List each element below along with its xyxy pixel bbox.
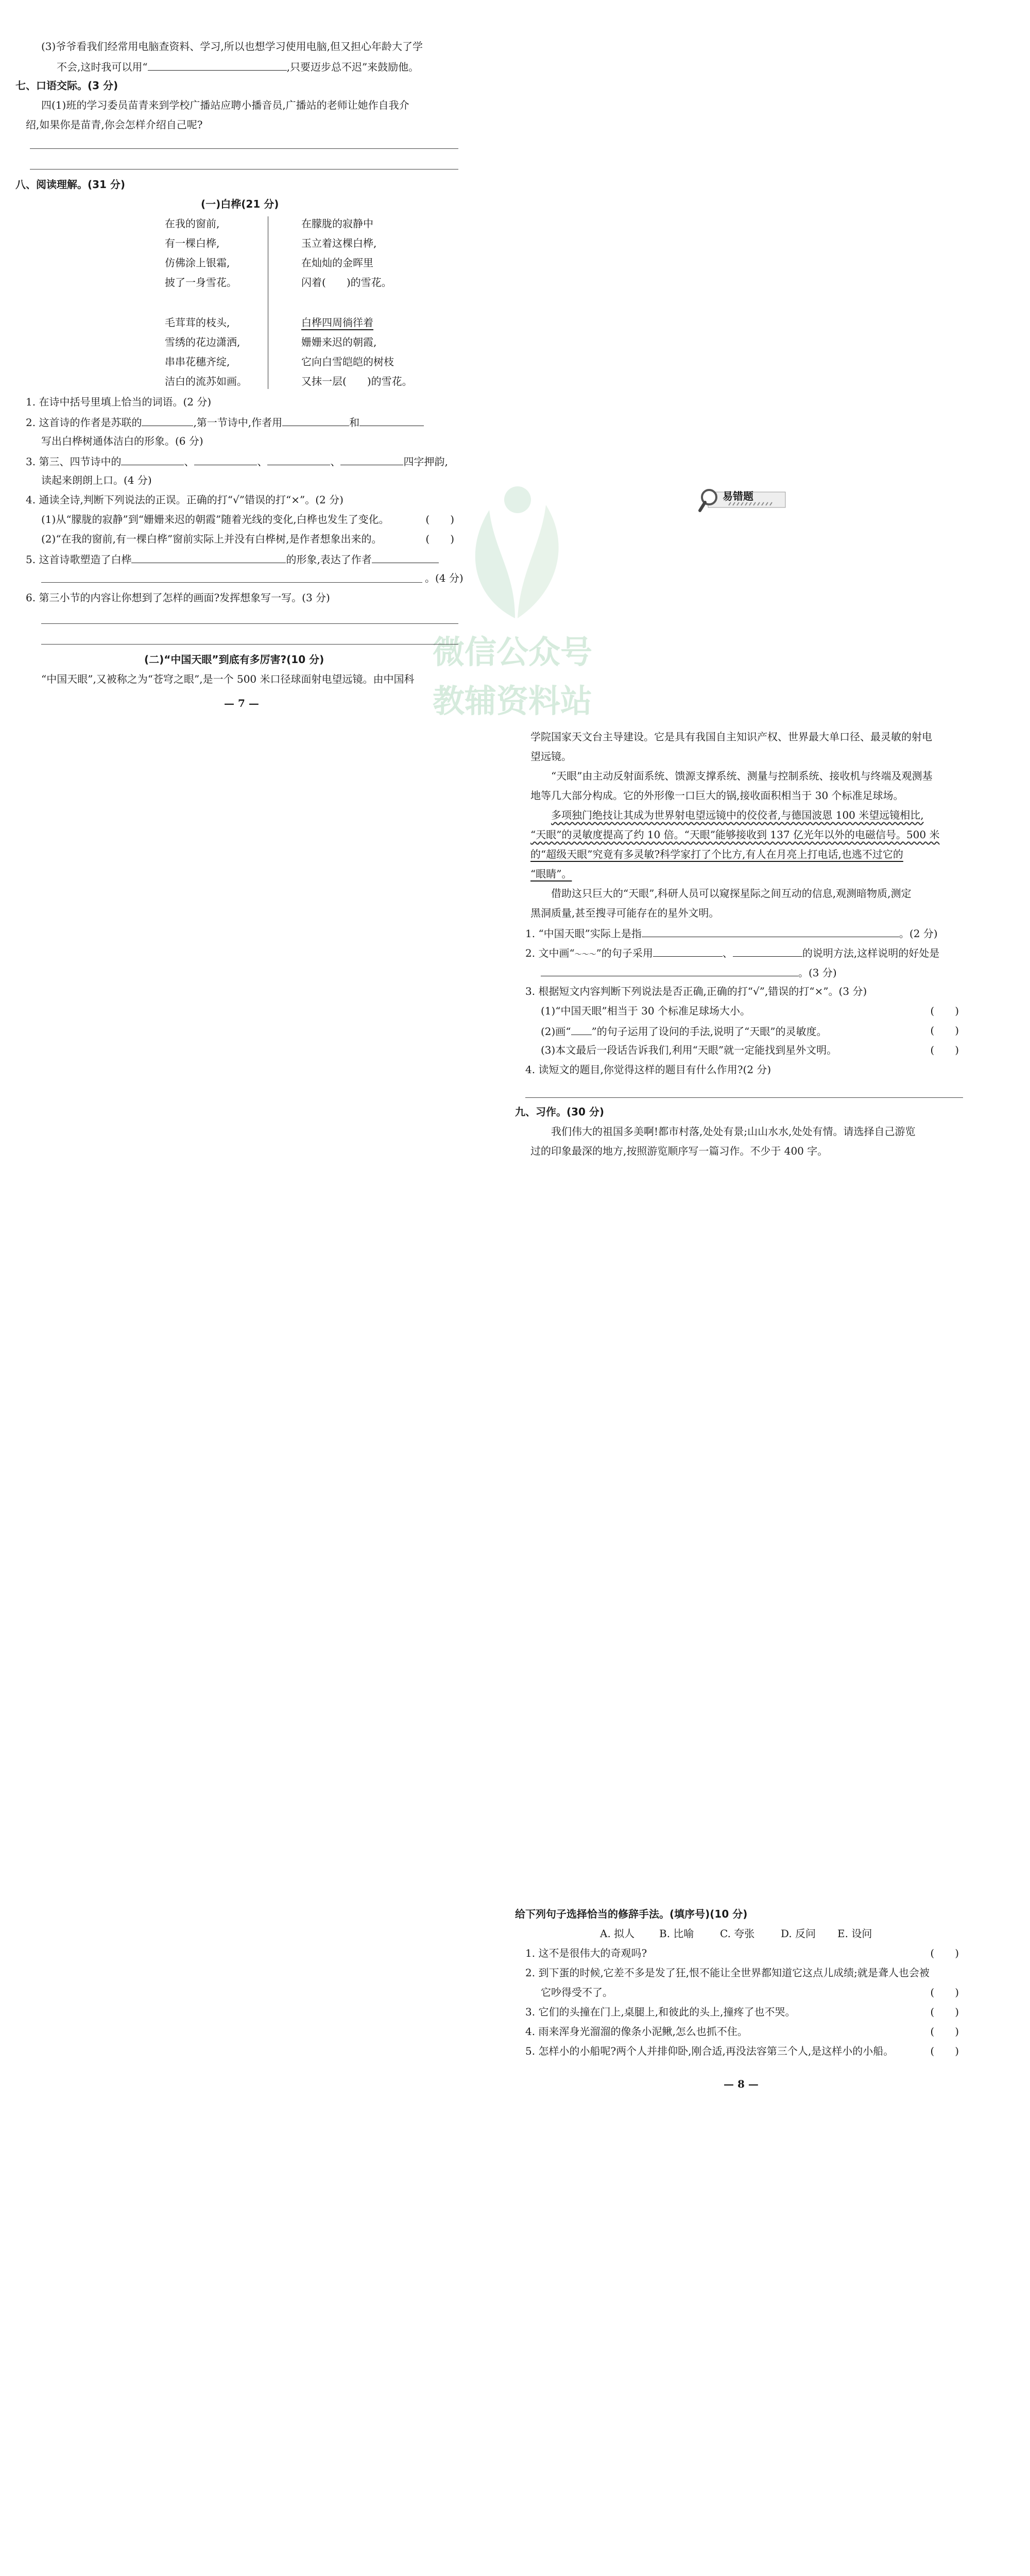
answer-blank[interactable] (340, 455, 403, 465)
answer-blank[interactable] (541, 967, 798, 976)
underline-mark (571, 1025, 592, 1035)
rq3-2-a: (2)画“ (541, 1025, 571, 1038)
answer-blank[interactable] (733, 947, 802, 957)
right-question-3-item-2 (541, 1025, 963, 1037)
poem-fill-b: )的雪花。 (346, 276, 392, 289)
section-7-title: 七、口语交际。(3 分) (15, 79, 118, 92)
wavy-text: 多项独门绝技让其成为世界射电望远镜中的佼佼者,与德国波恩 100 米望远镜相比, (551, 809, 924, 821)
q-line-1: (3)爷爷看我们经常用电脑查资料、学习,所以也想学习使用电脑,但又担心年龄大了学 (41, 40, 423, 53)
passage-2-title: (二)“中国天眼”到底有多厉害?(10 分) (144, 653, 324, 666)
passage-line-wavy (530, 869, 963, 879)
question-4-item-2: (2)“在我的窗前,有一棵白桦”窗前实际上并没有白桦树,是作者想象出来的。 (41, 533, 382, 545)
q2-b: ,第一节诗中,作者用 (193, 416, 283, 429)
answer-paren[interactable]: ( ) (930, 2045, 959, 2057)
left-page (15, 0, 464, 709)
right-page-exercise (515, 1381, 963, 2090)
answer-blank[interactable] (372, 553, 439, 563)
answer-blank[interactable] (194, 455, 257, 465)
answer-paren[interactable]: ( ) (930, 1986, 959, 1998)
rq2-c: 的说明方法,这样说明的好处是 (802, 947, 940, 959)
passage-line: 望远镜。 (530, 750, 572, 762)
answer-blank[interactable] (653, 947, 723, 957)
right-question-3: 3. 根据短文内容判断下列说法是否正确,正确的打“√”,错误的打“×”。(3 分) (525, 985, 867, 997)
q3-a: 3. 第三、四节诗中的 (26, 455, 122, 468)
page-number-left: — 7 — (224, 697, 259, 709)
answer-blank[interactable] (267, 455, 330, 465)
page-number-right: — 8 — (724, 2078, 759, 2090)
poem-fill-a: 闪着( (301, 276, 326, 289)
option-a: A. 拟人 (600, 1927, 635, 1940)
question-2 (26, 416, 458, 428)
poem-line: 披了一身雪花。 (165, 276, 237, 289)
answer-line[interactable] (41, 623, 458, 624)
passage-line: “天眼”由主动反射面系统、馈源支撑系统、测量与控制系统、接收机与终端及观测基 (551, 770, 933, 782)
poem-line: 毛茸茸的枝头, (165, 316, 230, 329)
answer-paren[interactable]: ( ) (930, 1024, 959, 1037)
underlined-text: “眼睛”。 (530, 868, 572, 880)
poem-line: 洁白的流苏如画。 (165, 375, 247, 387)
poem-fill-b: )的雪花。 (367, 375, 413, 387)
answer-blank[interactable] (131, 553, 286, 563)
exercise-title: 给下列句子选择恰当的修辞手法。(填序号)(10 分) (515, 1908, 748, 1920)
exercise-4: 4. 雨来浑身光溜溜的像条小泥鳅,怎么也抓不住。 (525, 2025, 748, 2038)
answer-line[interactable] (525, 1097, 963, 1098)
right-question-3-item-3: (3)本文最后一段话告诉我们,利用“天眼”就一定能找到星外文明。 (541, 1044, 837, 1056)
badge-label: 易错题 (723, 490, 753, 502)
poem-line: 雪绣的花边潇洒, (165, 336, 241, 348)
question-3-cont: 读起来朗朗上口。(4 分) (41, 474, 152, 486)
passage-line: 地等几大部分构成。它的外形像一口巨大的锅,接收面积相当于 30 个标准足球场。 (530, 789, 904, 802)
exercise-5: 5. 怎样小的小船呢?两个人并排仰卧,刚合适,再没法容第三个人,是这样小的小船。 (525, 2045, 894, 2057)
answer-paren[interactable]: ( ) (930, 1947, 959, 1959)
q3-b: 四字押韵, (403, 455, 448, 468)
separator: 、 (257, 455, 268, 468)
passage-line: 学院国家天文台主导建设。它是具有我国自主知识产权、世界最大单口径、最灵敏的射电 (530, 731, 932, 743)
exercise-2-cont: 它吵得受不了。 (541, 1986, 613, 1998)
answer-paren[interactable]: ( ) (930, 1044, 959, 1056)
answer-line[interactable] (30, 148, 458, 149)
poem-line (301, 376, 413, 386)
q-line-2 (57, 61, 458, 72)
answer-blank[interactable] (121, 455, 184, 465)
answer-line[interactable] (41, 582, 422, 583)
right-question-3-item-1: (1)“中国天眼”相当于 30 个标准足球场大小。 (541, 1005, 750, 1017)
q-line-2-b: ,只要迈步总不迟”来鼓励他。 (286, 61, 419, 73)
poem-fill-a: 又抹一层( (301, 375, 347, 387)
question-6: 6. 第三小节的内容让你想到了怎样的画面?发挥想象写一写。(3 分) (26, 591, 330, 604)
question-1: 1. 在诗中括号里填上恰当的词语。(2 分) (26, 396, 212, 408)
question-4-item-1: (1)从“朦胧的寂静”到“姗姗来迟的朝霞”随着光线的变化,白桦也发生了变化。 (41, 513, 389, 526)
poem-line: 在我的窗前, (165, 217, 220, 230)
rq2-a: 2. 文中画“ (525, 947, 575, 959)
rq1-a: 1. “中国天眼”实际上是指 (525, 927, 642, 940)
right-page (515, 690, 963, 1381)
right-question-1 (525, 927, 963, 939)
separator: 、 (184, 455, 195, 468)
poem-line: 姗姗来迟的朝霞, (301, 336, 377, 348)
answer-paren[interactable]: ( ) (930, 2006, 959, 2018)
right-question-2-cont (541, 967, 963, 978)
passage-line-wavy (530, 849, 963, 859)
wavy-text: “天眼”的灵敏度提高了约 10 倍。“天眼”能够接收到 137 亿光年以外的电磁信号。500 米 (530, 828, 940, 841)
option-c: C. 夸张 (720, 1927, 755, 1940)
answer-blank[interactable] (142, 416, 193, 426)
answer-paren[interactable]: ( ) (930, 2025, 959, 2038)
answer-blank[interactable] (148, 61, 287, 71)
poem-line-underlined: 白桦四周徜徉着 (301, 316, 373, 329)
poem-line: 串串花穗齐绽, (165, 355, 230, 368)
answer-line[interactable] (41, 644, 458, 645)
answer-line[interactable] (30, 169, 458, 170)
rq1-b: 。(2 分) (899, 927, 938, 940)
q5-a: 5. 这首诗歌塑造了白桦 (26, 553, 132, 566)
poem-line: 在灿灿的金晖里 (301, 257, 373, 269)
separator: 、 (330, 455, 341, 468)
option-b: B. 比喻 (659, 1927, 694, 1940)
answer-blank[interactable] (282, 416, 349, 426)
section-9-para-1: 我们伟大的祖国多美啊!都市村落,处处有景;山山水水,处处有情。请选择自己游览 (551, 1125, 916, 1138)
watermark-leaf-icon (453, 479, 577, 623)
passage-1-title: (一)白桦(21 分) (201, 198, 279, 210)
q2-c: 和 (349, 416, 360, 429)
poem-line: 玉立着这棵白桦, (301, 237, 377, 249)
passage-line-wavy (530, 829, 963, 840)
exercise-1: 1. 这不是很伟大的奇观吗? (525, 1947, 647, 1959)
answer-blank[interactable] (359, 416, 424, 426)
poem-line: 有一棵白桦, (165, 237, 220, 249)
section-9-title: 九、习作。(30 分) (515, 1106, 605, 1118)
q5-b: 的形象,表达了作者 (286, 553, 372, 566)
right-question-4: 4. 读短文的题目,你觉得这样的题目有什么作用?(2 分) (525, 1063, 771, 1076)
rq2-b: ”的句子采用 (596, 947, 653, 959)
passage-line: 借助这只巨大的“天眼”,科研人员可以窥探星际之间互动的信息,观测暗物质,测定 (551, 887, 912, 900)
right-question-2 (525, 947, 963, 958)
separator: 、 (722, 947, 733, 959)
option-e: E. 设问 (837, 1927, 872, 1940)
wavy-mark-icon: ～～～ (574, 951, 596, 959)
exercise-2: 2. 到下蛋的时候,它差不多是发了狂,恨不能让全世界都知道它这点儿成绩;就是聋人也会被 (525, 1967, 930, 1979)
error-prone-badge (698, 487, 788, 514)
underlined-text: 的“超级天眼”究竟有多灵敏?科学家打了个比方,有人在月亮上打电话,也逃不过它的 (530, 848, 903, 860)
poem-line (301, 277, 392, 287)
question-3 (26, 455, 458, 467)
answer-paren[interactable]: ( ) (425, 513, 454, 526)
answer-blank[interactable] (642, 927, 899, 937)
section-7-para-2: 绍,如果你是苗青,你会怎样介绍自己呢? (26, 118, 203, 131)
section-8-title: 八、阅读理解。(31 分) (15, 178, 126, 191)
question-4: 4. 通读全诗,判断下列说法的正误。正确的打“√”错误的打“×”。(2 分) (26, 494, 344, 506)
poem-line: 仿佛涂上银霜, (165, 257, 230, 269)
watermark-line-2: 教辅资料站 (433, 682, 593, 720)
option-d: D. 反问 (781, 1927, 816, 1940)
watermark-line-1: 微信公众号 (433, 633, 593, 671)
question-2-cont: 写出白桦树通体洁白的形象。(6 分) (41, 435, 203, 447)
answer-paren[interactable]: ( ) (930, 1005, 959, 1017)
section-7-para-1: 四(1)班的学习委员苗青来到学校广播站应聘小播音员,广播站的老师让她作自我介 (41, 99, 409, 111)
rq2-d: 。(3 分) (798, 967, 837, 979)
passage-line: 黑洞质量,甚至搜寻可能存在的星外文明。 (530, 907, 719, 919)
question-5-score: 。(4 分) (425, 572, 464, 584)
q-line-2-a: 不会,这时我可以用“ (57, 61, 148, 73)
poem-line: 它向白雪皑皑的树枝 (301, 355, 394, 368)
q2-a: 2. 这首诗的作者是苏联的 (26, 416, 142, 429)
passage-2-line-1: “中国天眼”,又被称之为“苍穹之眼”,是一个 500 米口径球面射电望远镜。由中国科 (41, 673, 415, 685)
rq3-2-b: ”的句子运用了设问的手法,说明了“天眼”的灵敏度。 (591, 1025, 827, 1038)
passage-line-wavy (551, 810, 963, 820)
answer-paren[interactable]: ( ) (425, 533, 454, 545)
poem-line: 在朦胧的寂静中 (301, 217, 373, 230)
question-5 (26, 553, 458, 565)
exercise-3: 3. 它们的头撞在门上,桌腿上,和彼此的头上,撞疼了也不哭。 (525, 2006, 796, 2018)
section-9-para-2: 过的印象最深的地方,按照游览顺序写一篇习作。不少于 400 字。 (530, 1145, 828, 1157)
rhetoric-options (600, 1928, 963, 1939)
